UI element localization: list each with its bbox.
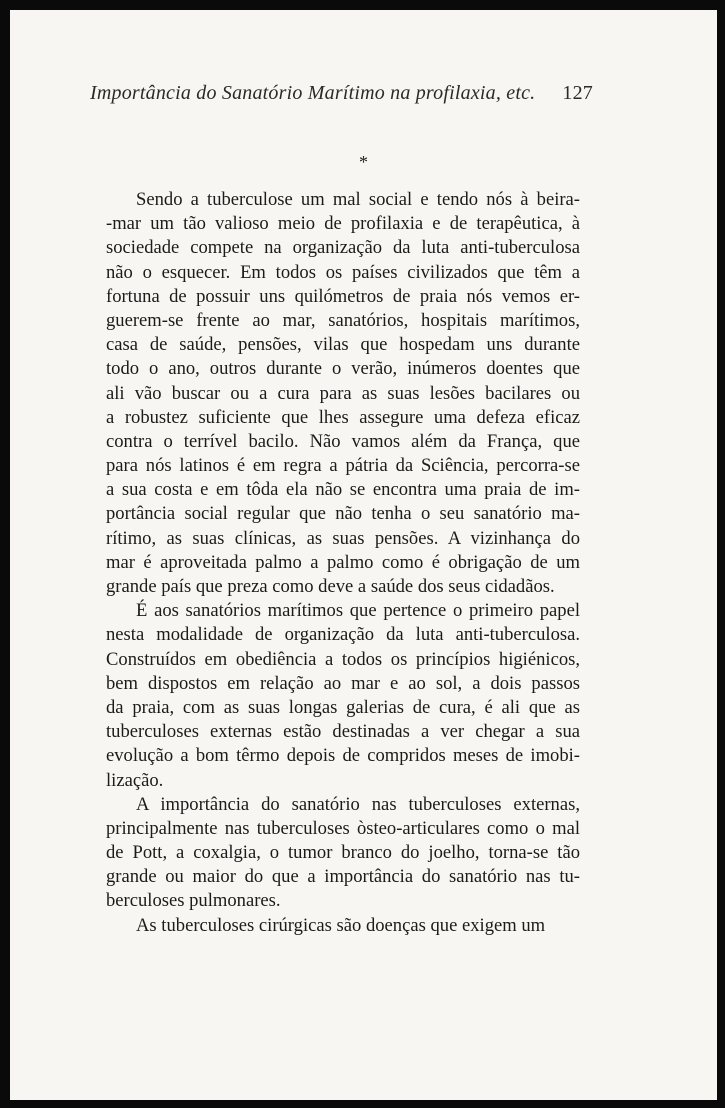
section-separator: * bbox=[359, 152, 368, 172]
body-text bbox=[106, 188, 580, 938]
text-line: portância social regular que não tenha o seu sanatório ma- bbox=[106, 503, 580, 525]
text-line: ali vão buscar ou a cura para as suas lesões bacilares ou bbox=[106, 382, 580, 404]
running-header bbox=[90, 82, 593, 105]
text-line: a robustez suficiente que lhes assegure uma defeza eficaz bbox=[106, 406, 580, 428]
text-line: fortuna de possuir uns quilómetros de praia nós vemos er- bbox=[106, 285, 580, 307]
text-line: nesta modalidade de organização da luta anti-tuberculosa. bbox=[106, 624, 580, 646]
text-line: tuberculoses externas estão destinadas a ver chegar a sua bbox=[106, 721, 580, 743]
text-line: de Pott, a coxalgia, o tumor branco do joelho, torna-se tão bbox=[106, 842, 580, 864]
text-line: Construídos em obediência a todos os princípios higiénicos, bbox=[106, 648, 580, 670]
text-line: guerem-se frente ao mar, sanatórios, hospitais marítimos, bbox=[106, 309, 580, 331]
text-line: -mar um tão valioso meio de profilaxia e de terapêutica, à bbox=[106, 213, 580, 235]
text-line: principalmente nas tuberculoses òsteo-articulares como o mal bbox=[106, 817, 580, 839]
paragraph bbox=[106, 188, 580, 599]
paragraph bbox=[106, 599, 580, 793]
text-line: todo o ano, outros durante o verão, inúmeros doentes que bbox=[106, 358, 580, 380]
text-line: Sendo a tuberculose um mal social e tendo nós à beira- bbox=[136, 189, 580, 210]
text-line: É aos sanatórios marítimos que pertence o primeiro papel bbox=[136, 600, 580, 622]
text-line: mar é aproveitada palmo a palmo como é obrigação de um bbox=[106, 551, 580, 573]
text-line: contra o terrível bacilo. Não vamos além da França, que bbox=[106, 430, 580, 452]
text-line: da praia, com as suas longas galerias de cura, é ali que as bbox=[106, 696, 580, 718]
text-line: para nós latinos é em regra a pátria da Sciência, percorra-se bbox=[106, 455, 580, 477]
book-page bbox=[10, 10, 717, 1100]
text-line: não o esquecer. Em todos os países civilizados que têm a bbox=[106, 261, 580, 283]
text-line: As tuberculoses cirúrgicas são doenças que exigem um bbox=[136, 914, 546, 936]
running-title: Importância do Sanatório Marítimo na profilaxia, etc. bbox=[90, 82, 536, 104]
paragraph bbox=[106, 914, 580, 938]
page-number: 127 bbox=[562, 82, 593, 104]
text-line: evolução a bom têrmo depois de compridos meses de imobi- bbox=[106, 745, 580, 767]
text-line: A importância do sanatório nas tuberculoses externas, bbox=[136, 793, 580, 815]
text-line: bem dispostos em relação ao mar e ao sol, a dois passos bbox=[106, 672, 580, 694]
text-line: sociedade compete na organização da luta anti-tuberculosa bbox=[106, 237, 580, 259]
paragraph bbox=[106, 793, 580, 914]
text-line: grande país que preza como deve a saúde dos seus cidadãos. bbox=[106, 576, 555, 597]
text-line: a sua costa e em tôda ela não se encontra uma praia de im- bbox=[106, 479, 580, 501]
text-line: grande ou maior do que a importância do sanatório nas tu- bbox=[106, 866, 580, 888]
text-line: lização. bbox=[106, 769, 164, 791]
text-line: berculoses pulmonares. bbox=[106, 890, 281, 912]
text-line: rítimo, as suas clínicas, as suas pensões. A vizinhança do bbox=[106, 527, 580, 549]
text-line: casa de saúde, pensões, vilas que hospedam uns durante bbox=[106, 334, 580, 356]
